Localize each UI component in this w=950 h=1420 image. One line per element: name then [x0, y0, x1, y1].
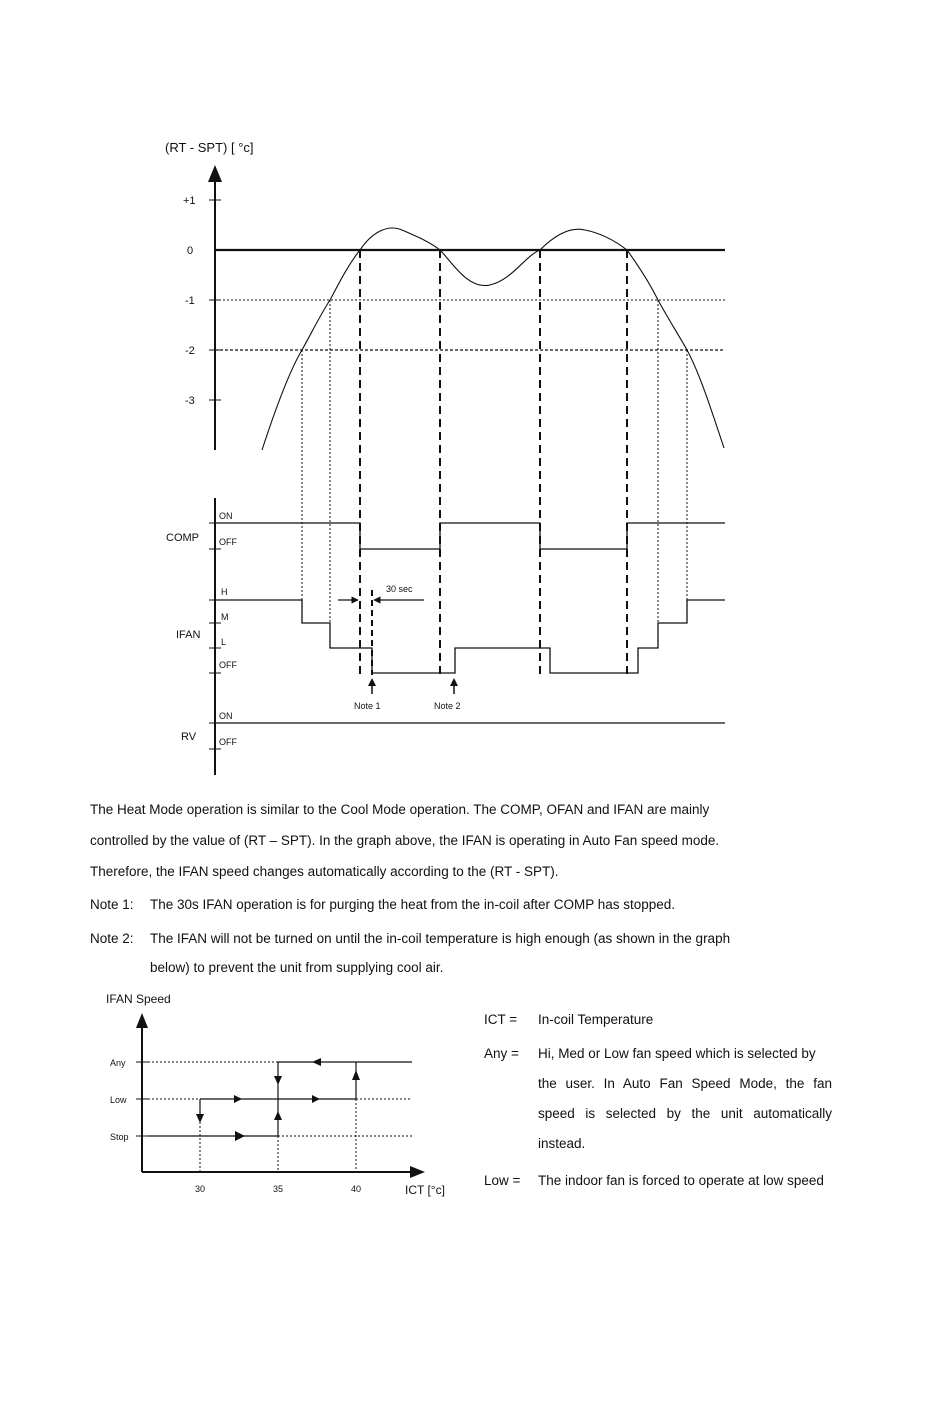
fan-chart-title: IFAN Speed	[106, 992, 171, 1006]
description-line: The Heat Mode operation is similar to the Cool Mode operation. The COMP, OFAN and IFAN are mainly	[90, 802, 710, 817]
right-arrow-icon	[235, 1131, 245, 1141]
description-line: Therefore, the IFAN speed changes automatically according to the (RT - SPT).	[90, 864, 559, 879]
note-1-text: The 30s IFAN operation is for purging the heat from the in-coil after COMP has stopped.	[150, 897, 676, 912]
legend-value-any: instead.	[538, 1136, 586, 1151]
fan-hysteresis	[148, 1062, 412, 1136]
level-label: M	[221, 612, 229, 622]
note-1-marker	[354, 678, 381, 711]
fan-level-label: Stop	[110, 1132, 129, 1142]
level-label: OFF	[219, 537, 237, 547]
fan-y-axis-arrow-icon	[136, 1013, 148, 1028]
level-label: ON	[219, 711, 233, 721]
level-label: ON	[219, 511, 233, 521]
note-2-title: Note 2:	[90, 931, 134, 946]
up-arrow-icon	[368, 678, 376, 686]
level-label: OFF	[219, 737, 237, 747]
y-tick-label: -3	[185, 395, 195, 407]
signal-label-rv: RV	[181, 731, 197, 743]
signal-label-comp: COMP	[166, 532, 199, 544]
legend-value-any: speed is selected by the unit automatically	[538, 1106, 832, 1121]
down-arrow-icon	[274, 1076, 282, 1085]
note-2-marker	[434, 678, 461, 711]
legend-key-low: Low =	[484, 1173, 521, 1188]
note-2-text: below) to prevent the unit from supplying cool air.	[150, 960, 444, 975]
comp-waveform	[215, 523, 725, 549]
transition-lines	[302, 250, 687, 675]
legend-key-any: Any =	[484, 1046, 519, 1061]
legend-value-any: Hi, Med or Low fan speed which is selected by	[538, 1046, 816, 1061]
signal-label-ifan: IFAN	[176, 629, 201, 641]
note-1-title: Note 1:	[90, 897, 134, 912]
y-tick-label: -1	[185, 295, 195, 307]
fan-x-tick: 35	[273, 1184, 284, 1194]
note-1-label: Note 1	[354, 701, 381, 711]
note-2-label: Note 2	[434, 701, 461, 711]
level-label: H	[221, 587, 228, 597]
fan-x-tick: 30	[195, 1184, 206, 1194]
y-axis-arrow-icon	[208, 165, 222, 182]
level-label: OFF	[219, 660, 237, 670]
fan-x-axis-arrow-icon	[410, 1166, 425, 1178]
delay-label: 30 sec	[386, 584, 413, 594]
fan-x-tick: 40	[351, 1184, 362, 1194]
down-arrow-icon	[196, 1114, 204, 1123]
legend-value-low: The indoor fan is forced to operate at low speed	[538, 1173, 824, 1188]
up-arrow-icon	[274, 1111, 282, 1120]
fan-direction-arrows	[196, 1058, 360, 1141]
fan-x-axis-label: ICT [°c]	[405, 1183, 445, 1197]
left-arrow-icon	[312, 1058, 321, 1066]
y-tick-label: 0	[187, 245, 194, 257]
legend-key-ict: ICT =	[484, 1012, 518, 1027]
description-line: controlled by the value of (RT – SPT). In the graph above, the IFAN is operating in Auto Fan speed mode.	[90, 833, 720, 848]
fan-level-label: Low	[110, 1095, 127, 1105]
y-axis-label: (RT - SPT) [ °c]	[165, 140, 254, 155]
fan-guide-lines	[148, 1062, 412, 1172]
y-tick-label: +1	[183, 195, 196, 207]
level-label: L	[221, 637, 227, 647]
temperature-curve	[262, 228, 724, 450]
legend-value-any: the user. In Auto Fan Speed Mode, the fan	[538, 1076, 832, 1091]
legend-value-ict: In-coil Temperature	[538, 1012, 654, 1027]
right-arrow-icon	[312, 1095, 320, 1103]
ifan-waveform	[215, 600, 725, 673]
note-2-text: The IFAN will not be turned on until the in-coil temperature is high enough (as shown in the graph	[150, 931, 731, 946]
y-tick-label: -2	[185, 345, 195, 357]
fan-level-label: Any	[110, 1058, 126, 1068]
right-arrow-icon	[234, 1095, 242, 1103]
up-arrow-icon	[352, 1070, 360, 1080]
up-arrow-icon	[450, 678, 458, 686]
